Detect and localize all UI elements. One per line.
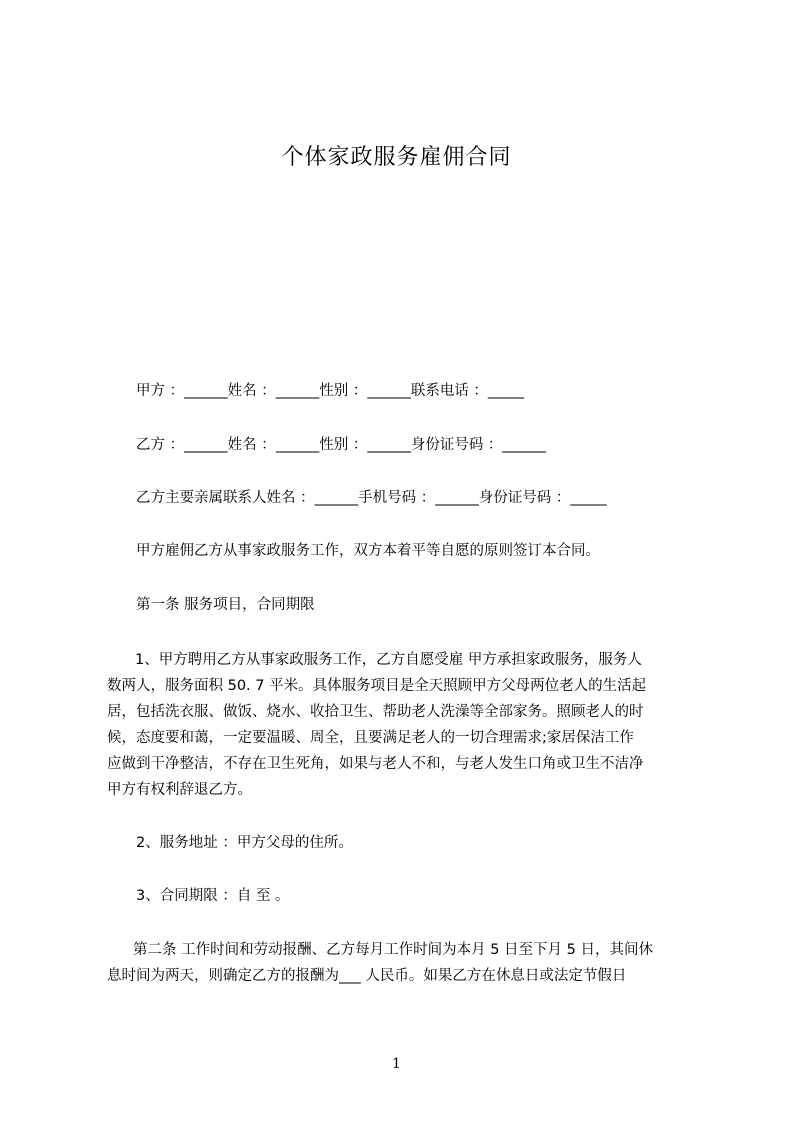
article-1-item-1-line: 候，态度要和蔼，一定要温暖、周全，且要满足老人的一切合理需求;家居保洁工作 <box>107 730 634 746</box>
party-b-line: 乙方 ：______姓名 ：______性别 ：______身份证号码 ：______ <box>136 437 546 453</box>
article-2-line: 第二条 工作时间和劳动报酬、乙方每月工作时间为本月 5 日至下月 5 日，其间休 <box>133 942 653 958</box>
party-b-contact-line: 乙方主要亲属联系人姓名 ：______手机号码 ：______身份证号码 ：_____ <box>136 490 607 506</box>
article-1-item-1 <box>107 647 699 803</box>
article-2 <box>107 937 699 989</box>
article-1-item-1-line: 数两人，服务面积 50. 7 平米。具体服务项目是全天照顾甲方父母两位老人的生活起 <box>107 678 647 694</box>
page-number: 1 <box>392 1056 401 1072</box>
article-1-item-1-line: 居，包括洗衣服、做饭、烧水、收拾卫生、帮助老人洗澡等全部家务。照顾老人的时 <box>107 704 644 720</box>
contract-preamble: 甲方雇佣乙方从事家政服务工作，双方本着平等自愿的原则签订本合同。 <box>136 543 600 559</box>
article-1-item-1-line: 1、甲方聘用乙方从事家政服务工作，乙方自愿受雇 甲方承担家政服务，服务人 <box>135 652 642 668</box>
article-1-item-3: 3、合同期限 ：自 至 。 <box>136 888 290 904</box>
article-1-heading: 第一条 服务项目，合同期限 <box>136 597 315 613</box>
party-a-line: 甲方 ：______姓名 ：______性别 ：______联系电话 ：_____ <box>136 383 525 399</box>
article-1-item-1-line: 甲方有权利辞退乙方。 <box>107 782 252 798</box>
article-2-line: 息时间为两天，则确定乙方的报酬为___ 人民币。如果乙方在休息日或法定节假日 <box>107 968 627 984</box>
article-1-item-2: 2、服务地址 ：甲方父母的住所。 <box>136 835 353 851</box>
article-1-item-1-line: 应做到干净整洁，不存在卫生死角，如果与老人不和，与老人发生口角或卫生不洁净 <box>107 756 644 772</box>
document-title: 个体家政服务雇佣合同 <box>281 145 512 170</box>
